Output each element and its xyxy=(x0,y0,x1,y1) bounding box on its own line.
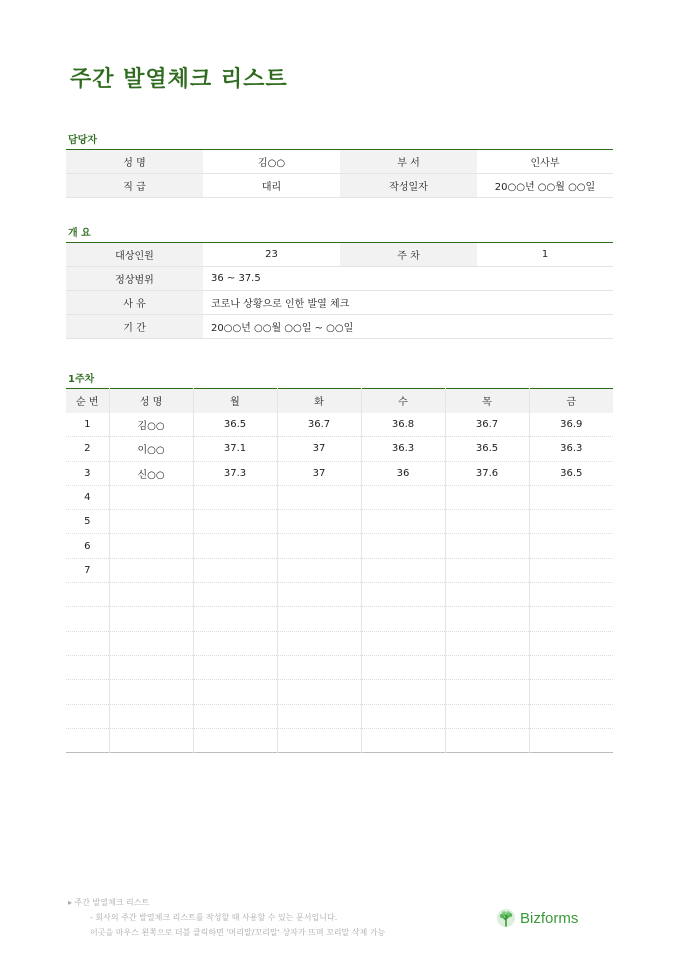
name-value: 김○○ xyxy=(203,150,340,174)
cell-wed xyxy=(361,607,445,631)
cell-name xyxy=(109,558,193,582)
overview-table xyxy=(66,242,613,339)
cell-wed xyxy=(361,485,445,509)
cell-fri xyxy=(529,510,613,534)
target-value: 23 xyxy=(203,243,340,267)
cell-wed: 36 xyxy=(361,461,445,485)
table-row xyxy=(66,485,613,509)
cell-mon xyxy=(193,680,277,704)
overview-row xyxy=(66,267,613,291)
bizforms-logo xyxy=(496,908,578,928)
cell-thu xyxy=(445,485,529,509)
cell-fri xyxy=(529,680,613,704)
cell-tue: 37 xyxy=(277,461,361,485)
cell-tue xyxy=(277,510,361,534)
cell-wed xyxy=(361,510,445,534)
cell-name xyxy=(109,485,193,509)
footer-instruction: 이곳을 마우스 왼쪽으로 더블 클릭하면 '머리말/꼬리말' 상자가 뜨며 꼬리말 삭제 가능 xyxy=(90,928,386,937)
cell-number: 4 xyxy=(66,485,109,509)
manager-row xyxy=(66,150,613,174)
cell-name xyxy=(109,583,193,607)
cell-name xyxy=(109,534,193,558)
cell-mon xyxy=(193,728,277,752)
table-row xyxy=(66,437,613,461)
cell-name xyxy=(109,607,193,631)
cell-number xyxy=(66,680,109,704)
footer-note xyxy=(68,895,385,940)
cell-name xyxy=(109,510,193,534)
department-label: 부 서 xyxy=(340,150,477,174)
date-label: 작성일자 xyxy=(340,174,477,198)
overview-section-label: 개 요 xyxy=(68,228,91,239)
cell-fri xyxy=(529,704,613,728)
cell-thu xyxy=(445,728,529,752)
cell-tue: 36.7 xyxy=(277,413,361,437)
cell-number xyxy=(66,583,109,607)
table-row xyxy=(66,558,613,582)
table-row xyxy=(66,607,613,631)
col-header-mon: 월 xyxy=(193,389,277,413)
cell-number: 1 xyxy=(66,413,109,437)
cell-thu xyxy=(445,631,529,655)
cell-tue xyxy=(277,655,361,679)
reason-label: 사 유 xyxy=(66,291,203,315)
cell-name: 이○○ xyxy=(109,437,193,461)
cell-fri: 36.9 xyxy=(529,413,613,437)
cell-name xyxy=(109,631,193,655)
cell-fri xyxy=(529,607,613,631)
cell-thu xyxy=(445,510,529,534)
cell-fri xyxy=(529,534,613,558)
cell-fri xyxy=(529,655,613,679)
normal-range-value: 36 ~ 37.5 xyxy=(203,267,613,291)
cell-mon xyxy=(193,704,277,728)
cell-mon: 36.5 xyxy=(193,413,277,437)
cell-fri xyxy=(529,583,613,607)
col-header-tue: 화 xyxy=(277,389,361,413)
date-value: 20○○년 ○○월 ○○일 xyxy=(477,174,613,198)
cell-fri xyxy=(529,558,613,582)
cell-wed xyxy=(361,728,445,752)
cell-tue xyxy=(277,558,361,582)
normal-range-label: 정상범위 xyxy=(66,267,203,291)
col-header-thu: 목 xyxy=(445,389,529,413)
table-row xyxy=(66,583,613,607)
cell-number: 5 xyxy=(66,510,109,534)
cell-thu xyxy=(445,534,529,558)
cell-mon xyxy=(193,485,277,509)
footer-title: ▸ 주간 발열체크 리스트 xyxy=(68,898,150,907)
cell-wed: 36.3 xyxy=(361,437,445,461)
cell-number xyxy=(66,728,109,752)
table-row xyxy=(66,680,613,704)
cell-number xyxy=(66,607,109,631)
cell-mon xyxy=(193,534,277,558)
cell-number xyxy=(66,631,109,655)
cell-mon xyxy=(193,655,277,679)
table-row xyxy=(66,461,613,485)
cell-thu xyxy=(445,655,529,679)
period-label: 기 간 xyxy=(66,315,203,339)
cell-tue xyxy=(277,631,361,655)
cell-wed xyxy=(361,655,445,679)
cell-mon xyxy=(193,631,277,655)
manager-row xyxy=(66,174,613,198)
name-label: 성 명 xyxy=(66,150,203,174)
cell-thu xyxy=(445,680,529,704)
cell-number: 7 xyxy=(66,558,109,582)
cell-number xyxy=(66,704,109,728)
cell-fri xyxy=(529,631,613,655)
cell-name: 김○○ xyxy=(109,413,193,437)
week-value: 1 xyxy=(477,243,613,267)
period-value: 20○○년 ○○월 ○○일 ~ ○○일 xyxy=(203,315,613,339)
table-row xyxy=(66,534,613,558)
cell-tue xyxy=(277,583,361,607)
target-label: 대상인원 xyxy=(66,243,203,267)
leaf-logo-icon xyxy=(496,908,516,928)
cell-thu xyxy=(445,583,529,607)
cell-tue xyxy=(277,680,361,704)
cell-name xyxy=(109,655,193,679)
week1-header-row xyxy=(66,389,613,413)
cell-tue xyxy=(277,607,361,631)
cell-mon xyxy=(193,583,277,607)
cell-number xyxy=(66,655,109,679)
overview-row xyxy=(66,291,613,315)
week1-table xyxy=(66,388,613,753)
logo-text: Bizforms xyxy=(520,909,579,927)
cell-wed xyxy=(361,534,445,558)
cell-fri xyxy=(529,485,613,509)
cell-tue xyxy=(277,534,361,558)
cell-thu xyxy=(445,607,529,631)
week-label: 주 차 xyxy=(340,243,477,267)
cell-wed: 36.8 xyxy=(361,413,445,437)
cell-name: 신○○ xyxy=(109,461,193,485)
cell-number: 6 xyxy=(66,534,109,558)
cell-mon xyxy=(193,607,277,631)
cell-name xyxy=(109,680,193,704)
table-row xyxy=(66,655,613,679)
cell-wed xyxy=(361,558,445,582)
cell-thu: 37.6 xyxy=(445,461,529,485)
cell-mon xyxy=(193,558,277,582)
cell-fri: 36.3 xyxy=(529,437,613,461)
table-row xyxy=(66,510,613,534)
week1-section-label: 1주차 xyxy=(68,374,95,385)
table-row xyxy=(66,413,613,437)
cell-number: 2 xyxy=(66,437,109,461)
overview-row xyxy=(66,243,613,267)
rank-value: 대리 xyxy=(203,174,340,198)
cell-mon xyxy=(193,510,277,534)
table-row xyxy=(66,728,613,752)
cell-mon: 37.3 xyxy=(193,461,277,485)
cell-thu: 36.5 xyxy=(445,437,529,461)
cell-thu: 36.7 xyxy=(445,413,529,437)
col-header-wed: 수 xyxy=(361,389,445,413)
cell-tue xyxy=(277,728,361,752)
cell-name xyxy=(109,704,193,728)
col-header-number: 순 번 xyxy=(66,389,109,413)
cell-wed xyxy=(361,704,445,728)
table-row xyxy=(66,631,613,655)
table-row xyxy=(66,704,613,728)
reason-value: 코로나 상황으로 인한 발열 체크 xyxy=(203,291,613,315)
cell-tue xyxy=(277,485,361,509)
rank-label: 직 급 xyxy=(66,174,203,198)
cell-thu xyxy=(445,558,529,582)
manager-table xyxy=(66,149,613,198)
col-header-fri: 금 xyxy=(529,389,613,413)
cell-wed xyxy=(361,680,445,704)
cell-mon: 37.1 xyxy=(193,437,277,461)
cell-wed xyxy=(361,631,445,655)
cell-number: 3 xyxy=(66,461,109,485)
department-value: 인사부 xyxy=(477,150,613,174)
cell-wed xyxy=(361,583,445,607)
cell-thu xyxy=(445,704,529,728)
cell-fri: 36.5 xyxy=(529,461,613,485)
cell-tue xyxy=(277,704,361,728)
cell-name xyxy=(109,728,193,752)
overview-row xyxy=(66,315,613,339)
footer-description: - 회사의 주간 발열체크 리스트를 작성할 때 사용할 수 있는 문서입니다. xyxy=(90,913,338,922)
col-header-name: 성 명 xyxy=(109,389,193,413)
manager-section-label: 담당자 xyxy=(68,135,97,146)
cell-tue: 37 xyxy=(277,437,361,461)
cell-fri xyxy=(529,728,613,752)
page-title: 주간 발열체크 리스트 xyxy=(70,67,288,92)
